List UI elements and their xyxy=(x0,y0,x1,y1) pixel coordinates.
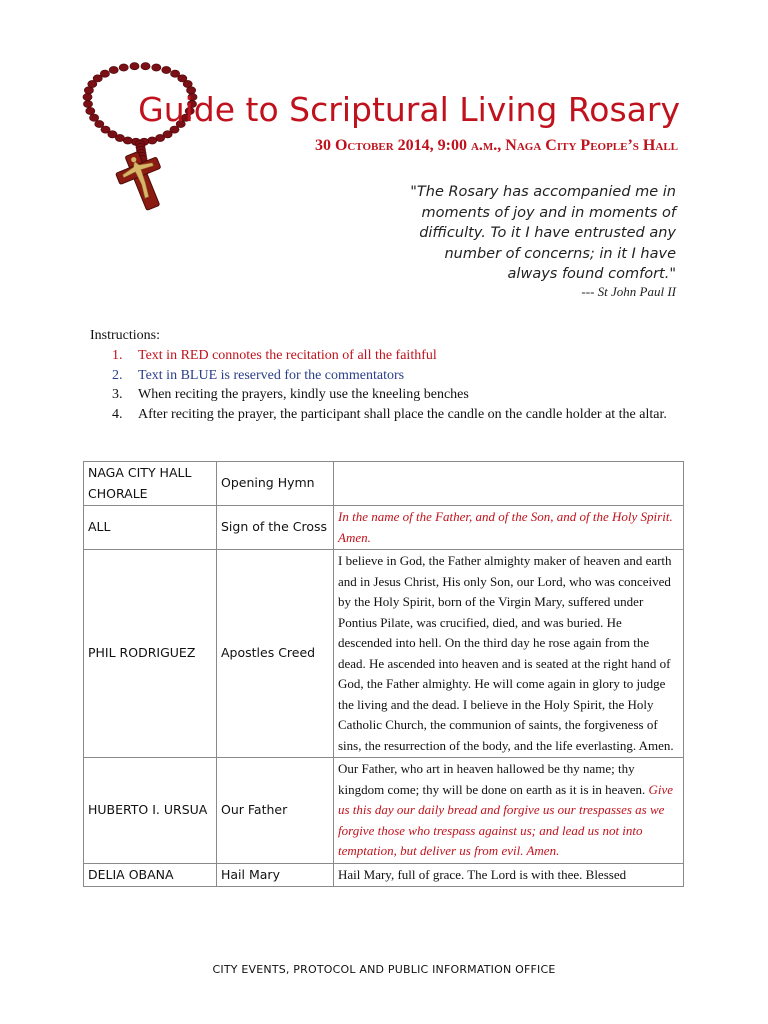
participant-cell: DELIA OBANA xyxy=(84,863,217,887)
page-title: Guide to Scriptural Living Rosary xyxy=(138,90,680,129)
prayer-cell xyxy=(334,462,684,506)
rosary-bead xyxy=(152,64,161,71)
rosary-bead xyxy=(109,66,118,73)
prayer-cell: In the name of the Father, and of the Son, and of the Holy Spirit. Amen. xyxy=(334,506,684,550)
part-cell: Opening Hymn xyxy=(217,462,334,506)
rosary-bead xyxy=(119,64,128,71)
instruction-item: 3. When reciting the prayers, kindly use the kneeling benches xyxy=(112,387,469,402)
event-subtitle: 30 October 2014, 9:00 a.m., Naga City People’s Hall xyxy=(314,137,678,154)
table-row xyxy=(84,506,684,550)
quote-line: number of concerns; in it I have xyxy=(444,245,676,262)
rosary-bead xyxy=(100,70,109,77)
rosary-icon xyxy=(62,52,222,222)
part-cell: Hail Mary xyxy=(217,863,334,887)
quote-line: moments of joy and in moments of xyxy=(421,204,676,221)
quote-line: "The Rosary has accompanied me in xyxy=(410,184,676,200)
rosary-bead xyxy=(141,63,150,70)
table-row xyxy=(84,863,684,887)
rosary-bead xyxy=(162,66,171,73)
quote-block xyxy=(330,182,676,285)
prayer-cell: Hail Mary, full of grace. The Lord is with thee. Blessed xyxy=(334,863,684,887)
prayer-cell: Our Father, who art in heaven hallowed be thy name; thy kingdom come; thy will be done on earth as it is in heaven. Give us this day our daily bread and forgive us our trespasses as we forgive those who trespass against us; and lead us not into temptation, but deliver us from evil. Amen. xyxy=(334,758,684,864)
instruction-item: 4. After reciting the prayer, the participant shall place the candle on the candle holder at the altar. xyxy=(112,406,667,422)
instructions-heading: Instructions: xyxy=(90,328,160,343)
prayer-cell: I believe in God, the Father almighty maker of heaven and earth and in Jesus Christ, His only Son, our Lord, who was conceived by the Holy Spirit, born of the Virgin Mary, suffered under Pontius Pilate, was crucified, died, and was buried. He descended into hell. On the third day he rose again from the dead. He ascended into heaven and is seated at the right hand of God, the Father almighty. He will come again in glory to judge the living and the dead. I believe in the Holy Spirit, the Holy Catholic Church, the communion of saints, the forgiveness of sins, the resurrection of the body, and the life everlasting. Amen. xyxy=(334,550,684,758)
part-cell: Sign of the Cross xyxy=(217,506,334,550)
rosary-bead xyxy=(130,63,139,70)
rosary-bead xyxy=(148,137,157,144)
participant-cell: PHIL RODRIGUEZ xyxy=(84,550,217,758)
participant-cell: NAGA CITY HALL CHORALE xyxy=(84,462,217,506)
instruction-item: 2. Text in BLUE is reserved for the commentators xyxy=(112,367,405,383)
part-cell: Our Father xyxy=(217,758,334,864)
participant-cell: HUBERTO I. URSUA xyxy=(84,758,217,864)
participant-cell: ALL xyxy=(84,506,217,550)
quote-line: difficulty. To it I have entrusted any xyxy=(419,225,676,241)
page-footer: CITY EVENTS, PROTOCOL AND PUBLIC INFORMATION OFFICE xyxy=(212,963,556,976)
table-row xyxy=(84,758,684,864)
program-table xyxy=(83,461,684,887)
instructions-list xyxy=(90,346,690,424)
part-cell: Apostles Creed xyxy=(217,550,334,758)
table-row xyxy=(84,550,684,758)
quote-attribution: --- St John Paul II xyxy=(581,284,676,299)
instruction-item: 1. Text in RED connotes the recitation of all the faithful xyxy=(112,348,437,363)
table-row xyxy=(84,462,684,506)
quote-line: always found comfort." xyxy=(507,266,676,282)
